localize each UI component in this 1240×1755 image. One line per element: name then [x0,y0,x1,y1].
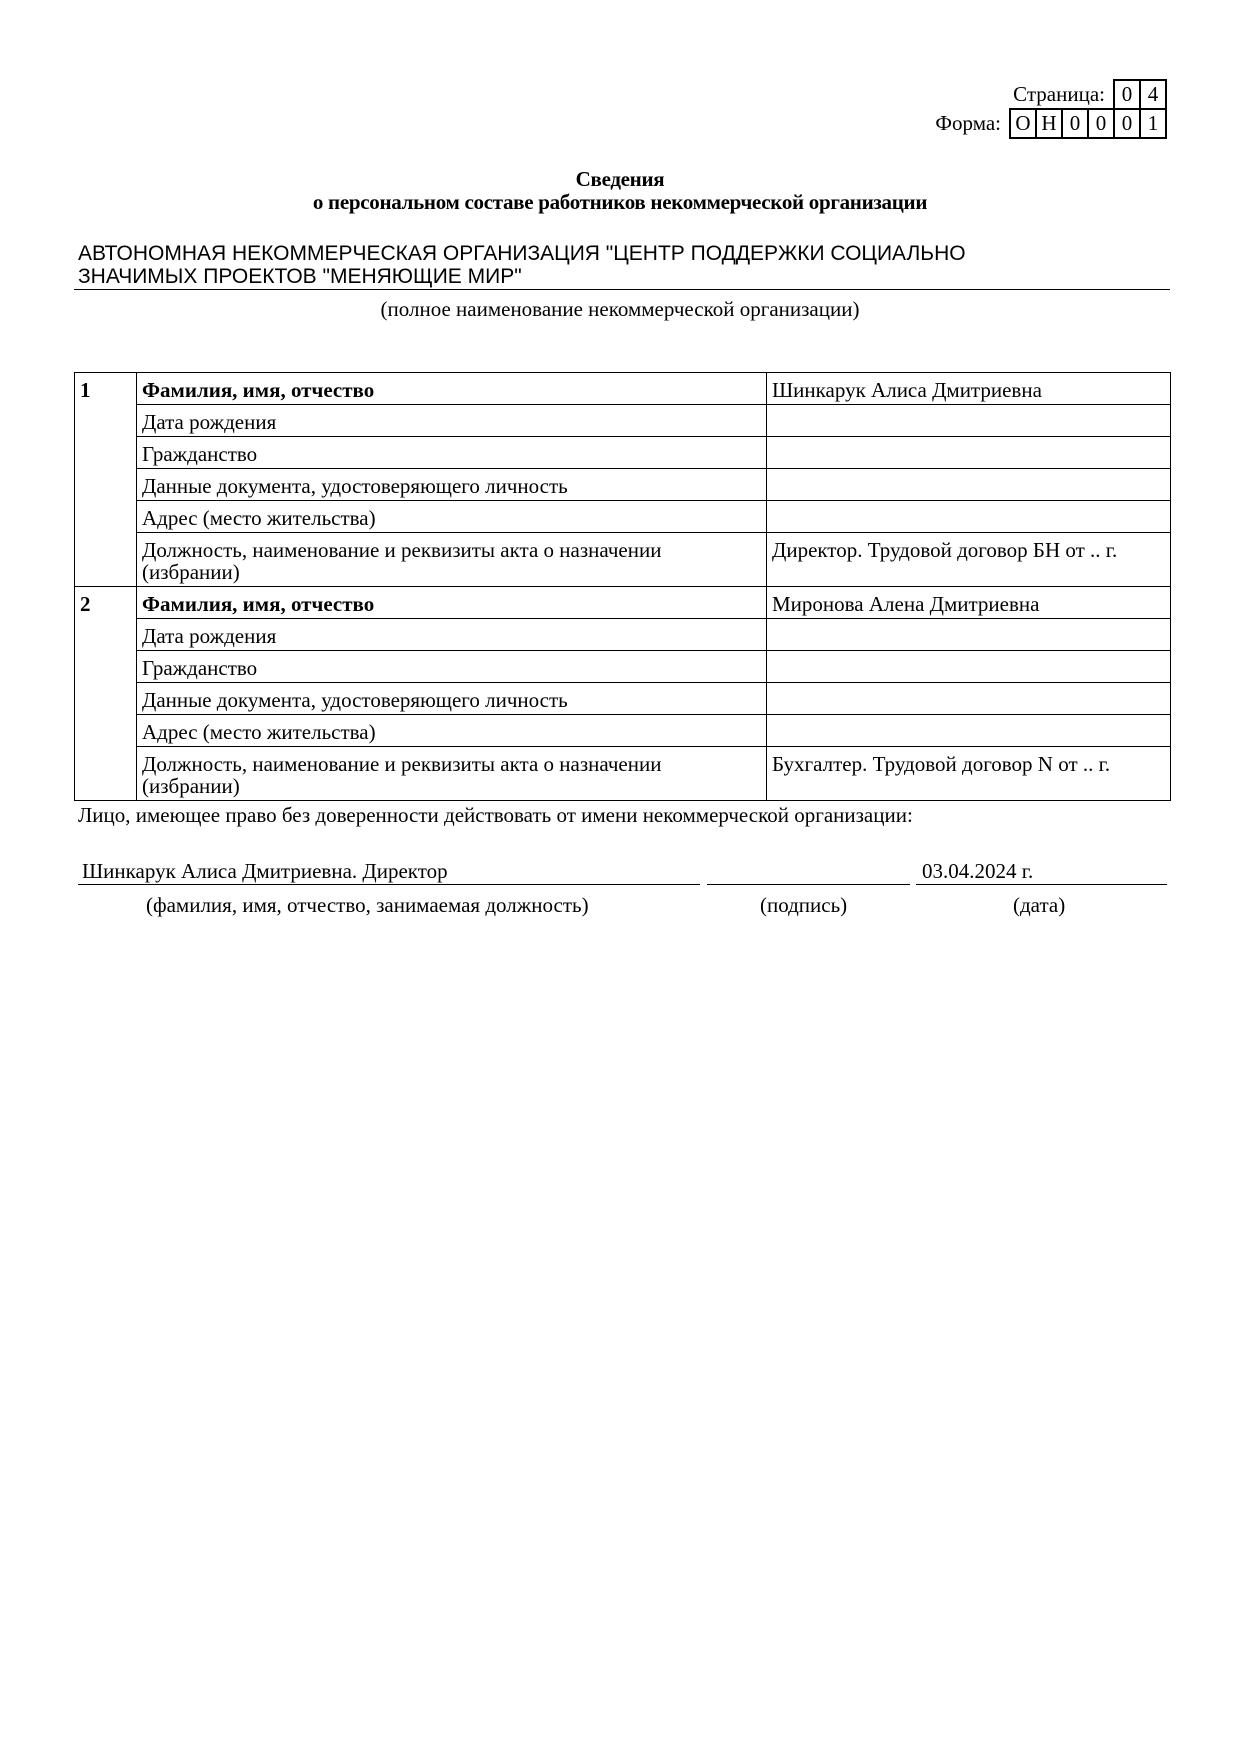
table-row [75,437,1171,469]
page-number-field [1013,79,1167,110]
document-subtitle: о персональном составе работников некоммерческой организации [312,190,928,214]
organization-name [78,242,1168,288]
field-value [767,619,1171,651]
table-row [75,587,1171,619]
form-digit-box: О [1015,111,1031,135]
organization-underline [74,289,1170,290]
form-code-label: Форма: [935,111,1001,135]
field-label: Гражданство [137,651,767,683]
form-digit-box: 0 [1087,110,1113,137]
page-number-label: Страница: [1013,82,1105,106]
form-code-boxes [1009,108,1167,139]
field-value [767,501,1171,533]
table-row [75,715,1171,747]
table-row [75,651,1171,683]
field-label: Должность, наименование и реквизиты акта о назначении (избрании) [137,747,767,801]
date-caption: (дата) [1013,893,1066,917]
form-digit-box: Н [1035,110,1061,137]
field-label: Адрес (место жительства) [137,715,767,747]
field-value [767,405,1171,437]
field-label: Данные документа, удостоверяющего личность [137,683,767,715]
signature-caption: (подпись) [760,893,848,917]
field-value [767,437,1171,469]
table-row [75,619,1171,651]
field-value: Миронова Алена Дмитриевна [767,587,1171,619]
field-label: Гражданство [137,437,767,469]
table-row [75,469,1171,501]
field-value: Шинкарук Алиса Дмитриевна [767,373,1171,405]
organization-name-line: ЗНАЧИМЫХ ПРОЕКТОВ "МЕНЯЮЩИЕ МИР" [78,265,522,288]
page-digit-box: 0 [1121,82,1133,106]
signature-date: 03.04.2024 г. [922,859,1034,883]
page-number-boxes [1113,79,1167,110]
table-row [75,533,1171,587]
document-title: Сведения [575,167,665,191]
organization-caption: (полное наименование некоммерческой организации) [380,297,860,321]
field-label: Дата рождения [137,619,767,651]
form-code-field [935,108,1167,139]
table-row [75,501,1171,533]
field-label: Данные документа, удостоверяющего личность [137,469,767,501]
form-digit-box: 0 [1061,110,1087,137]
field-value: Директор. Трудовой договор БН от .. г. [767,533,1171,587]
table-row [75,747,1171,801]
authority-statement: Лицо, имеющее право без доверенности действовать от имени некоммерческой организации: [78,803,913,827]
field-value [767,683,1171,715]
organization-name-line: АВТОНОМНАЯ НЕКОММЕРЧЕСКАЯ ОРГАНИЗАЦИЯ "ЦЕНТР ПОДДЕРЖКИ СОЦИАЛЬНО [78,242,966,265]
field-value [767,651,1171,683]
staff-number: 1 [75,373,137,587]
staff-number: 2 [75,587,137,801]
field-label: Фамилия, имя, отчество [137,373,767,405]
date-line [916,884,1167,885]
table-row [75,683,1171,715]
field-label: Дата рождения [137,405,767,437]
field-label: Адрес (место жительства) [137,501,767,533]
signature-line [707,884,910,885]
field-label: Фамилия, имя, отчество [137,587,767,619]
signatory-name-position: Шинкарук Алиса Дмитриевна. Директор [82,859,448,883]
page-digit-box: 4 [1139,81,1165,108]
signatory-caption: (фамилия, имя, отчество, занимаемая должность) [146,893,589,917]
signatory-name-line [78,884,700,885]
form-digit-box: 0 [1113,110,1139,137]
table-row [75,373,1171,405]
table-row [75,405,1171,437]
form-digit-box: 1 [1139,110,1165,137]
field-value: Бухгалтер. Трудовой договор N от .. г. [767,747,1171,801]
field-value [767,469,1171,501]
staff-table [74,372,1171,801]
field-value [767,715,1171,747]
field-label: Должность, наименование и реквизиты акта о назначении (избрании) [137,533,767,587]
